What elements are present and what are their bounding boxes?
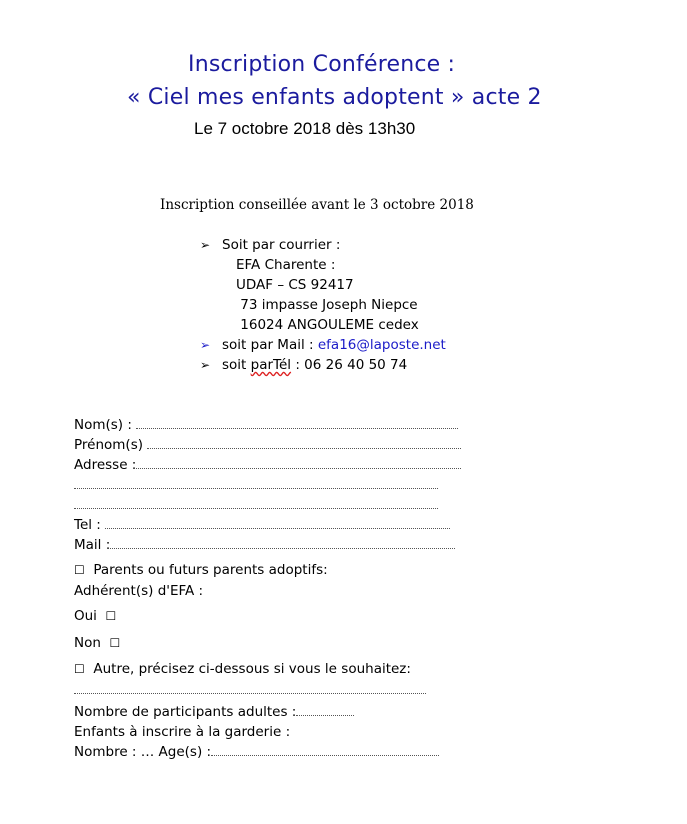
- parents-label: Parents ou futurs parents adoptifs:: [93, 562, 328, 578]
- email-link[interactable]: efa16@laposte.net: [317, 337, 446, 353]
- prenom-input-line[interactable]: [147, 438, 461, 449]
- courrier-label: Soit par courrier :: [222, 237, 341, 253]
- adresse-input-line-2[interactable]: [74, 478, 438, 489]
- arrow-bullet-icon: ➢: [200, 358, 211, 372]
- nombre-input-line[interactable]: [211, 745, 439, 756]
- mail-label: soit par Mail :: [222, 337, 318, 353]
- participants-field[interactable]: [74, 704, 354, 720]
- mail-field[interactable]: [74, 537, 455, 553]
- page-title-line1: Inscription Conférence :: [188, 52, 456, 77]
- adherent-label: Adhérent(s) d'EFA :: [74, 583, 204, 599]
- enfants-label: Enfants à inscrire à la garderie :: [74, 724, 291, 740]
- contact-mail: [200, 337, 446, 353]
- checkbox-icon[interactable]: ☐: [109, 636, 121, 650]
- tel-label-suffix: : 06 26 40 50 74: [291, 357, 408, 373]
- adresse-input-line-3[interactable]: [74, 498, 438, 509]
- page-title-line2: « Ciel mes enfants adoptent » acte 2: [127, 85, 542, 110]
- event-date: Le 7 octobre 2018 dès 13h30: [194, 119, 416, 138]
- arrow-bullet-icon: ➢: [200, 338, 211, 352]
- address-line: UDAF – CS 92417: [236, 277, 354, 293]
- adresse-extra-line[interactable]: [74, 477, 438, 493]
- oui-label: Oui: [74, 608, 97, 624]
- parents-option[interactable]: [74, 562, 328, 578]
- checkbox-icon[interactable]: ☐: [74, 662, 85, 676]
- tel-field[interactable]: [74, 517, 450, 533]
- non-option[interactable]: [74, 635, 120, 651]
- mail-field-label: Mail :: [74, 537, 111, 553]
- autre-option[interactable]: [74, 661, 411, 677]
- oui-option[interactable]: [74, 608, 116, 624]
- registration-note: Inscription conseillée avant le 3 octobre 2018: [160, 197, 474, 213]
- address-line: EFA Charente :: [236, 257, 336, 273]
- adresse-field[interactable]: [74, 457, 461, 473]
- participants-label: Nombre de participants adultes :: [74, 704, 297, 720]
- checkbox-icon[interactable]: ☐: [74, 563, 85, 577]
- contact-courrier: [200, 237, 340, 253]
- nom-input-line[interactable]: [136, 418, 458, 429]
- nombre-label: Nombre : … Age(s) :: [74, 744, 212, 760]
- autre-input-line[interactable]: [74, 683, 426, 694]
- tel-label-squiggly: parTél: [250, 357, 292, 373]
- adresse-label: Adresse :: [74, 457, 137, 473]
- prenom-label: Prénom(s): [74, 437, 143, 453]
- participants-input-line[interactable]: [296, 705, 354, 716]
- prenom-field[interactable]: [74, 437, 461, 453]
- nombre-field[interactable]: [74, 744, 439, 760]
- adresse-input-line[interactable]: [136, 458, 461, 469]
- tel-label: Tel :: [74, 517, 101, 533]
- nom-field[interactable]: [74, 417, 458, 433]
- tel-input-line[interactable]: [105, 518, 450, 529]
- non-label: Non: [74, 635, 101, 651]
- contact-tel: [200, 357, 407, 373]
- address-line: 16024 ANGOULEME cedex: [236, 317, 419, 333]
- address-line: 73 impasse Joseph Niepce: [236, 297, 418, 313]
- autre-input[interactable]: [74, 682, 426, 698]
- autre-label: Autre, précisez ci-dessous si vous le souhaitez:: [93, 661, 411, 677]
- arrow-bullet-icon: ➢: [200, 238, 211, 252]
- nom-label: Nom(s) :: [74, 417, 132, 433]
- tel-label-prefix: soit: [222, 357, 251, 373]
- mail-input-line[interactable]: [110, 538, 455, 549]
- checkbox-icon[interactable]: ☐: [105, 609, 117, 623]
- adresse-extra-line[interactable]: [74, 497, 438, 513]
